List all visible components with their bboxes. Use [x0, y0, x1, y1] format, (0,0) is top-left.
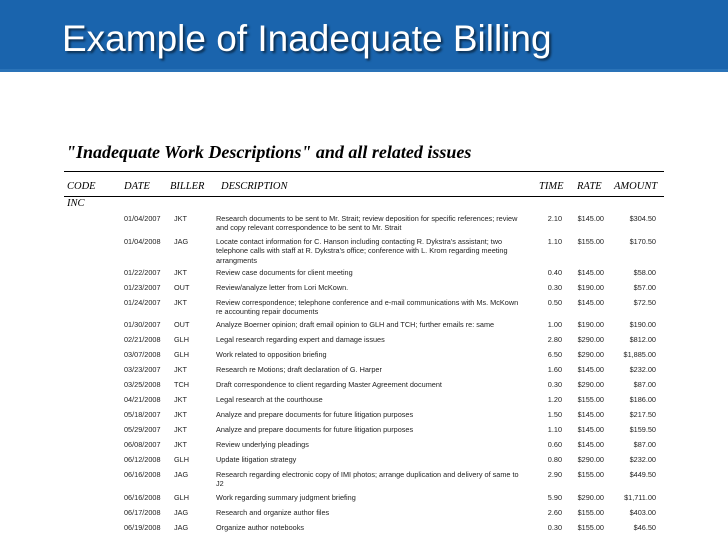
cell-date: 05/29/2007 [124, 425, 161, 434]
cell-amount: $449.50 [629, 470, 656, 479]
cell-biller: GLH [174, 493, 190, 502]
cell-biller: JKT [174, 214, 187, 223]
cell-date: 01/30/2007 [124, 320, 161, 329]
cell-date: 01/04/2008 [124, 237, 161, 246]
cell-time: 0.50 [547, 298, 562, 307]
cell-amount: $159.50 [629, 425, 656, 434]
column-header-code: CODE [67, 181, 96, 192]
cell-date: 03/07/2008 [124, 350, 161, 359]
cell-time: 6.50 [547, 350, 562, 359]
cell-time: 1.10 [547, 425, 562, 434]
cell-time: 1.20 [547, 395, 562, 404]
cell-amount: $1,885.00 [623, 350, 656, 359]
cell-description: Analyze Boerner opinion; draft email opinion to GLH and TCH; further emails re: same [216, 320, 495, 329]
column-header-amount: AMOUNT [614, 181, 658, 192]
cell-amount: $232.00 [629, 365, 656, 374]
cell-date: 02/21/2008 [124, 335, 161, 344]
cell-amount: $403.00 [629, 508, 656, 517]
column-header-biller: BILLER [170, 181, 205, 192]
cell-rate: $145.00 [577, 298, 604, 307]
cell-biller: JKT [174, 395, 187, 404]
cell-biller: JKT [174, 440, 187, 449]
cell-time: 5.90 [547, 493, 562, 502]
cell-time: 2.60 [547, 508, 562, 517]
cell-date: 01/24/2007 [124, 298, 161, 307]
cell-date: 06/12/2008 [124, 455, 161, 464]
section-code-label: INC [67, 198, 85, 209]
cell-description: Locate contact information for C. Hanson including contacting R. Dykstra's assistant; two telephone calls with staff at R. Dykstra's office; conference with L. Krom regarding meeting arrangments [216, 237, 508, 265]
cell-time: 1.00 [547, 320, 562, 329]
cell-date: 01/04/2007 [124, 214, 161, 223]
cell-biller: JKT [174, 298, 187, 307]
column-header-description: DESCRIPTION [221, 181, 288, 192]
cell-amount: $57.00 [633, 283, 656, 292]
cell-amount: $186.00 [629, 395, 656, 404]
cell-rate: $155.00 [577, 237, 604, 246]
cell-biller: JKT [174, 365, 187, 374]
document-title: "Inadequate Work Descriptions" and all related issues [66, 142, 472, 162]
cell-date: 06/08/2007 [124, 440, 161, 449]
cell-date: 01/23/2007 [124, 283, 161, 292]
cell-biller: JKT [174, 425, 187, 434]
cell-description: Research regarding electronic copy of IMI photos; arrange duplication and delivery of same to J2 [216, 470, 519, 489]
cell-description: Analyze and prepare documents for future litigation purposes [216, 410, 414, 419]
cell-rate: $155.00 [577, 508, 604, 517]
cell-rate: $190.00 [577, 320, 604, 329]
cell-amount: $217.50 [629, 410, 656, 419]
cell-description: Review/analyze letter from Lori McKown. [216, 283, 349, 292]
cell-description: Work regarding summary judgment briefing [216, 493, 356, 502]
cell-description: Organize author notebooks [216, 523, 305, 532]
cell-amount: $58.00 [633, 268, 656, 277]
cell-date: 06/19/2008 [124, 523, 161, 532]
cell-rate: $145.00 [577, 365, 604, 374]
cell-biller: OUT [174, 320, 190, 329]
cell-rate: $290.00 [577, 493, 604, 502]
cell-description: Work related to opposition briefing [216, 350, 327, 359]
cell-amount: $87.00 [633, 380, 656, 389]
cell-biller: GLH [174, 335, 190, 344]
cell-time: 2.10 [547, 214, 562, 223]
cell-date: 05/18/2007 [124, 410, 161, 419]
cell-amount: $812.00 [629, 335, 656, 344]
cell-date: 03/25/2008 [124, 380, 161, 389]
cell-description: Legal research regarding expert and damage issues [216, 335, 385, 344]
cell-description: Review correspondence; telephone conference and e-mail communications with Ms. McKown re accounting repair documents [216, 298, 519, 317]
cell-biller: OUT [174, 283, 190, 292]
cell-biller: JAG [174, 523, 189, 532]
cell-description: Research documents to be sent to Mr. Strait; review deposition for specific references; review and copy relevant correspondence to be sent to Mr. Strait [216, 214, 518, 233]
cell-rate: $145.00 [577, 268, 604, 277]
cell-description: Draft correspondence to client regarding Master Agreement document [216, 380, 442, 389]
cell-time: 0.40 [547, 268, 562, 277]
cell-biller: JKT [174, 268, 187, 277]
cell-amount: $1,711.00 [624, 493, 656, 502]
cell-time: 2.90 [547, 470, 562, 479]
cell-biller: JAG [174, 237, 189, 246]
cell-rate: $145.00 [577, 214, 604, 223]
column-header-rate: RATE [577, 181, 602, 192]
cell-date: 03/23/2007 [124, 365, 161, 374]
cell-rate: $145.00 [577, 425, 604, 434]
cell-amount: $46.50 [633, 523, 656, 532]
cell-date: 01/22/2007 [124, 268, 161, 277]
cell-description: Update litigation strategy [216, 455, 297, 464]
cell-time: 2.80 [547, 335, 562, 344]
cell-biller: GLH [174, 350, 190, 359]
cell-rate: $190.00 [577, 283, 604, 292]
cell-biller: JAG [174, 470, 189, 479]
cell-rate: $155.00 [577, 523, 604, 532]
cell-description: Review case documents for client meeting [216, 268, 353, 277]
cell-time: 0.30 [547, 283, 562, 292]
cell-time: 0.30 [547, 523, 562, 532]
cell-amount: $170.50 [629, 237, 656, 246]
cell-amount: $190.00 [629, 320, 656, 329]
cell-date: 06/16/2008 [124, 470, 161, 479]
cell-date: 06/17/2008 [124, 508, 161, 517]
cell-biller: GLH [174, 455, 190, 464]
cell-rate: $290.00 [577, 350, 604, 359]
cell-description: Research re Motions; draft declaration of G. Harper [216, 365, 382, 374]
cell-time: 1.50 [547, 410, 562, 419]
cell-amount: $304.50 [629, 214, 656, 223]
column-header-date: DATE [124, 181, 150, 192]
cell-amount: $87.00 [633, 440, 656, 449]
cell-date: 04/21/2008 [124, 395, 161, 404]
cell-description: Legal research at the courthouse [216, 395, 323, 404]
cell-rate: $145.00 [577, 440, 604, 449]
cell-amount: $232.00 [629, 455, 656, 464]
cell-biller: TCH [174, 380, 189, 389]
cell-rate: $155.00 [577, 395, 604, 404]
cell-rate: $290.00 [577, 335, 604, 344]
cell-amount: $72.50 [633, 298, 656, 307]
cell-time: 1.10 [547, 237, 562, 246]
cell-rate: $145.00 [577, 410, 604, 419]
cell-rate: $155.00 [577, 470, 604, 479]
cell-time: 0.30 [547, 380, 562, 389]
cell-description: Analyze and prepare documents for future litigation purposes [216, 425, 414, 434]
cell-time: 1.60 [547, 365, 562, 374]
cell-description: Review underlying pleadings [216, 440, 309, 449]
cell-description: Research and organize author files [216, 508, 330, 517]
cell-date: 06/16/2008 [124, 493, 161, 502]
column-header-time: TIME [539, 181, 564, 192]
cell-time: 0.60 [547, 440, 562, 449]
cell-biller: JAG [174, 508, 189, 517]
cell-rate: $290.00 [577, 455, 604, 464]
cell-time: 0.80 [547, 455, 562, 464]
slide-title: Example of Inadequate Billing [62, 18, 552, 59]
cell-rate: $290.00 [577, 380, 604, 389]
cell-biller: JKT [174, 410, 187, 419]
